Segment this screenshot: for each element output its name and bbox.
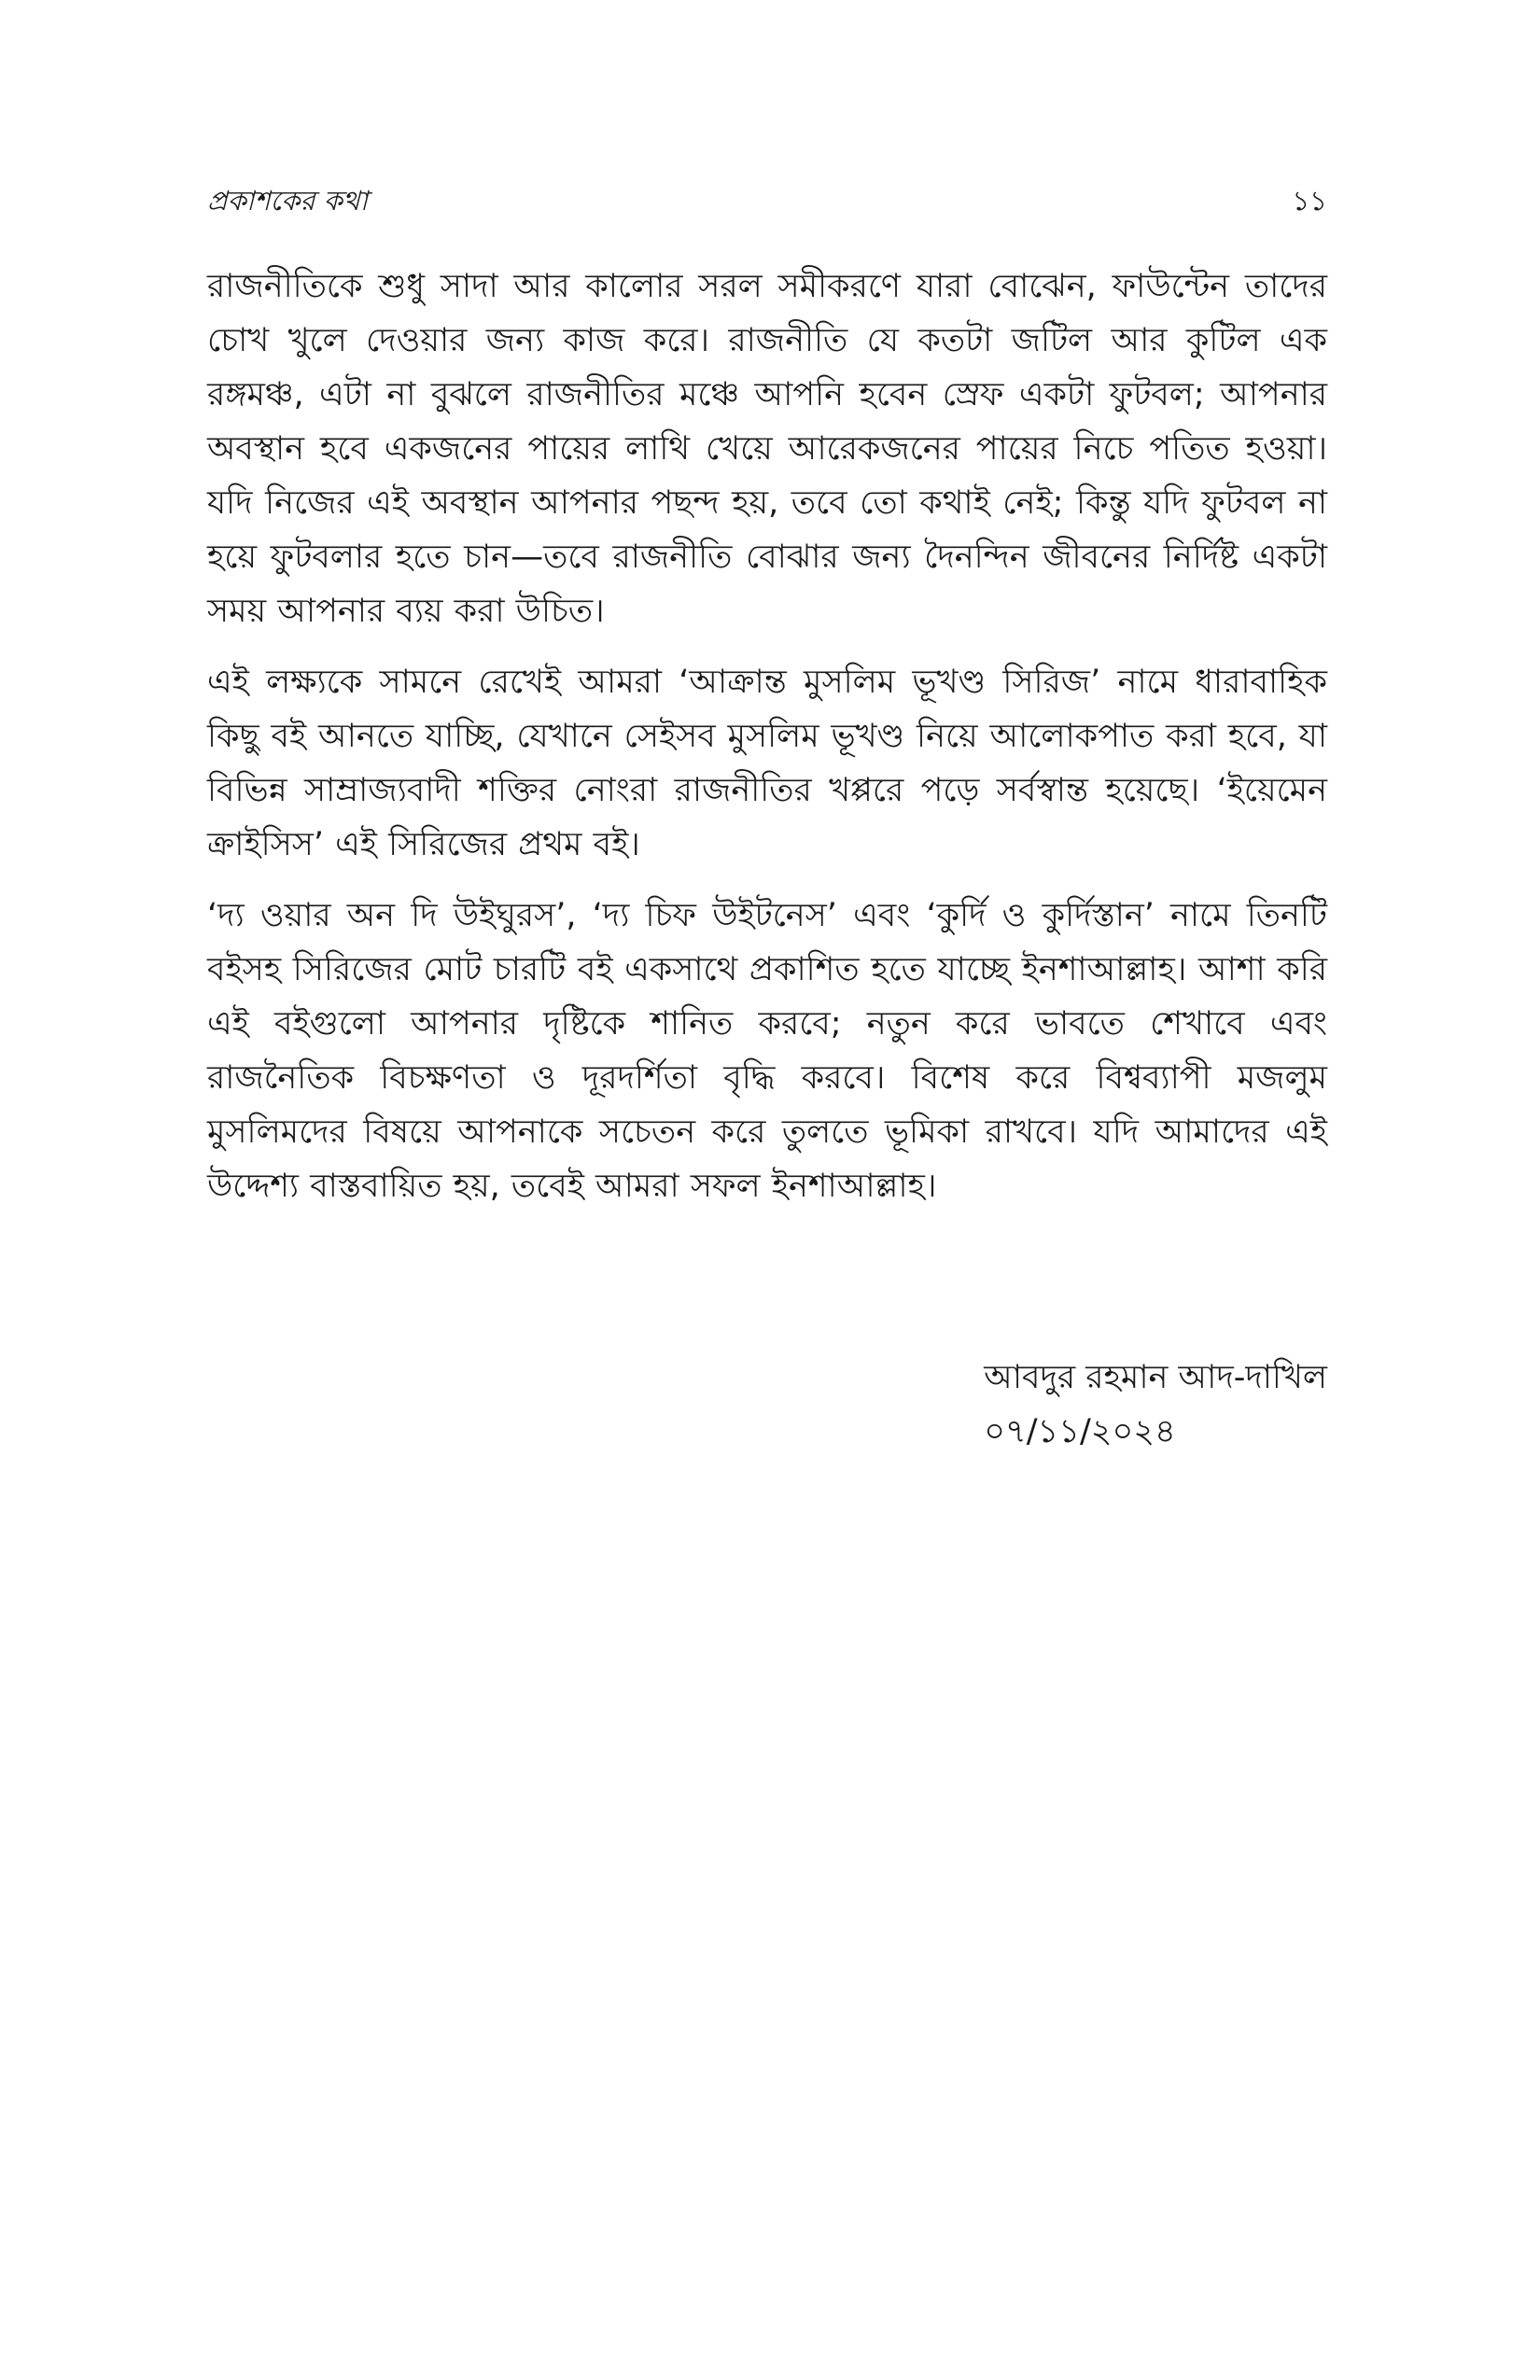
body-text xyxy=(207,259,1327,1230)
author-name: আবদুর রহমান আদ-দাখিল xyxy=(984,1359,1327,1396)
running-header xyxy=(207,177,1327,224)
signature-date: ০৭/১১/২০২৪ xyxy=(984,1413,1176,1450)
page-number: ১১ xyxy=(1292,185,1327,217)
chapter-title: প্রকাশকের কথা xyxy=(207,185,369,217)
paragraph-2: এই লক্ষ্যকে সামনে রেখেই আমরা ‘আক্রান্ত মুসলিম ভূখণ্ড সিরিজ’ নামে ধারাবাহিক কিছু বই আনতে যাচ্ছি, যেখানে সেইসব মুসলিম ভূখণ্ড নিয়ে আলোকপাত করা হবে, যা বিভিন্ন সাম্রাজ্যবাদী শক্তির নোংরা রাজনীতির খপ্পরে পড়ে সর্বস্বান্ত হয়েছে। ‘ইয়েমেন ক্রাইসিস’ এই সিরিজের প্রথম বই। xyxy=(207,664,1327,863)
paragraph-3: ‘দ্য ওয়ার অন দি উইঘুরস’, ‘দ্য চিফ উইটনেস’ এবং ‘কুর্দি ও কুর্দিস্তান’ নামে তিনটি বইসহ সিরিজের মোট চারটি বই একসাথে প্রকাশিত হতে যাচ্ছে ইনশাআল্লাহ। আশা করি এই বইগুলো আপনার দৃষ্টিকে শানিত করবে; নতুন করে ভাবতে শেখাবে এবং রাজনৈতিক বিচক্ষণতা ও দূরদর্শিতা বৃদ্ধি করবে। বিশেষ করে বিশ্বব্যাপী মজলুম মুসলিমদের বিষয়ে আপনাকে সচেতন করে তুলতে ভূমিকা রাখবে। যদি আমাদের এই উদ্দেশ্য বাস্তবায়িত হয়, তবেই আমরা সফল ইনশাআল্লাহ। xyxy=(207,897,1327,1205)
signature-block xyxy=(984,1351,1327,1459)
paragraph-1: রাজনীতিকে শুধু সাদা আর কালোর সরল সমীকরণে যারা বোঝেন, ফাউন্টেন তাদের চোখ খুলে দেওয়ার জন্য কাজ করে। রাজনীতি যে কতটা জটিল আর কুটিল এক রঙ্গমঞ্চ, এটা না বুঝলে রাজনীতির মঞ্চে আপনি হবেন স্রেফ একটা ফুটবল; আপনার অবস্থান হবে একজনের পায়ের লাথি খেয়ে আরেকজনের পায়ের নিচে পতিত হওয়া। যদি নিজের এই অবস্থান আপনার পছন্দ হয়, তবে তো কথাই নেই; কিন্তু যদি ফুটবল না হয়ে ফুটবলার হতে চান—তবে রাজনীতি বোঝার জন্য দৈনন্দিন জীবনের নির্দিষ্ট একটা সময় আপনার ব্যয় করা উচিত। xyxy=(207,268,1327,630)
